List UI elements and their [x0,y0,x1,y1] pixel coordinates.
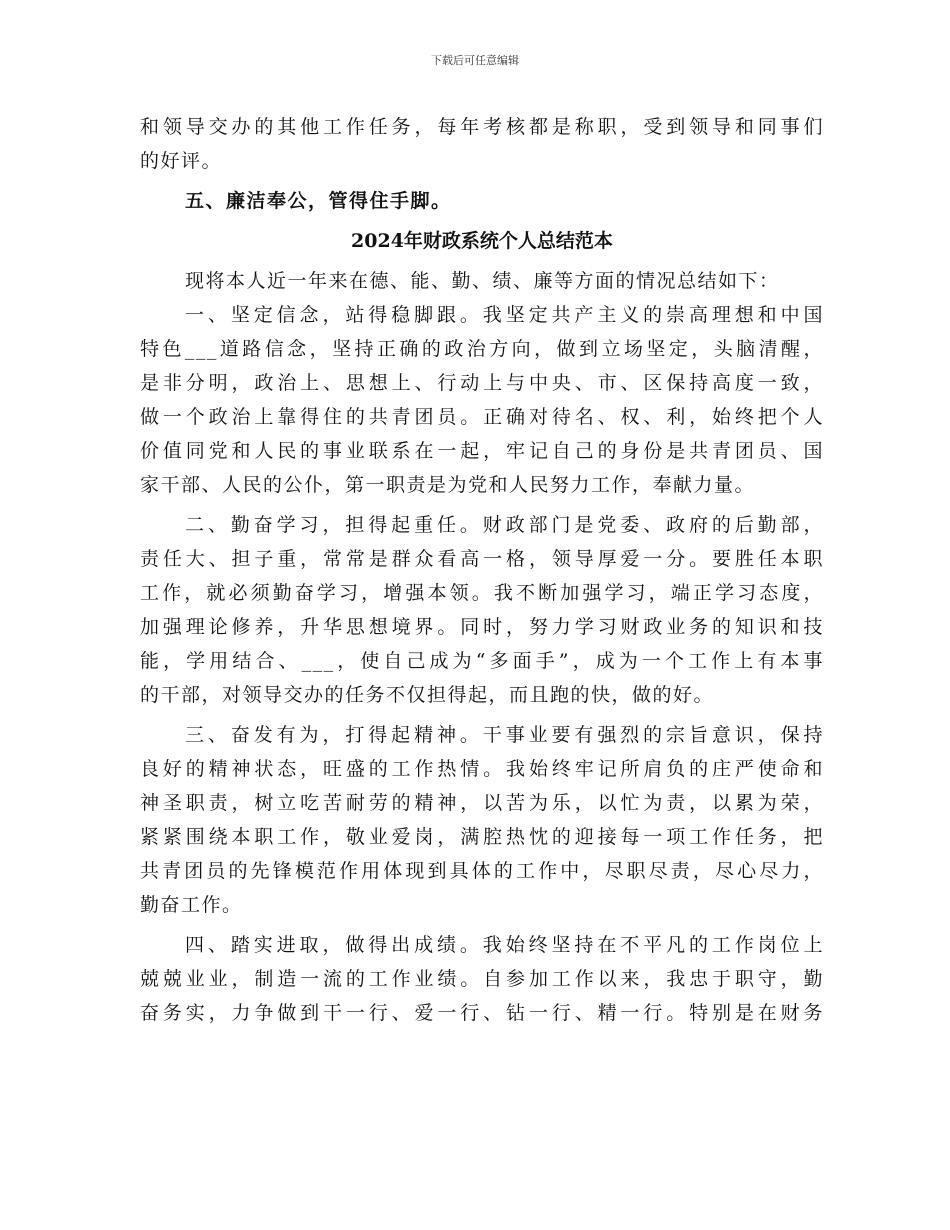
text-line: 三、奋发有为，打得起精神。干事业要有强烈的宗旨意识，保持 [185,724,824,746]
document-title: 2024年财政系统个人总结范本 [351,230,613,252]
page-header: 下载后可任意编辑 [431,54,519,67]
text-line: 神圣职责，树立吃苦耐劳的精神，以苦为乐，以忙为责，以累为荣， [140,792,824,814]
paragraph-3 [140,718,824,922]
text-line: 做一个政治上靠得住的共青团员。正确对待名、权、利，始终把个人 [140,406,824,428]
text-line: 的干部，对领导交办的任务不仅担得起，而且跑的快，做的好。 [140,684,715,706]
document-body [140,110,824,1030]
paragraph-1 [140,298,824,502]
text-line: 工作，就必须勤奋学习，增强本领。我不断加强学习，端正学习态度， [140,582,824,604]
text-line: 特色___道路信念，坚持正确的政治方向，做到立场坚定，头脑清醒， [140,338,824,360]
text-line: 勤奋工作。 [140,894,243,916]
text-line: 加强理论修养，升华思想境界。同时，努力学习财政业务的知识和技 [140,616,824,638]
paragraph-4 [140,928,824,1030]
text-line: 是非分明，政治上、思想上、行动上与中央、市、区保持高度一致， [140,372,824,394]
text-line: 家干部、人民的公仆，第一职责是为党和人民努力工作，奉献力量。 [140,474,756,496]
text-line: 二、勤奋学习，担得起重任。财政部门是党委、政府的后勤部， [185,514,824,536]
text-line: 和领导交办的其他工作任务，每年考核都是称职，受到领导和同事们 [140,116,824,138]
text-line: 能，学用结合、___，使自己成为“多面手”，成为一个工作上有本事 [140,650,824,672]
paragraph-2 [140,508,824,712]
text-line: 的好评。 [140,150,223,172]
intro-line: 现将本人近一年来在德、能、勤、绩、廉等方面的情况总结如下： [185,270,780,292]
section-heading: 五、廉洁奉公，管得住手脚。 [185,190,452,212]
text-line: 四、踏实进取，做得出成绩。我始终坚持在不平凡的工作岗位上 [185,934,824,956]
text-line: 责任大、担子重，常常是群众看高一格，领导厚爱一分。要胜任本职 [140,548,824,570]
text-line: 奋务实，力争做到干一行、爱一行、钻一行、精一行。特别是在财务 [140,1002,824,1024]
text-line: 一、坚定信念，站得稳脚跟。我坚定共产主义的崇高理想和中国 [185,304,824,326]
text-line: 兢兢业业，制造一流的工作业绩。自参加工作以来，我忠于职守，勤 [140,968,824,990]
text-line: 价值同党和人民的事业联系在一起，牢记自己的身份是共青团员、国 [140,440,824,462]
text-line: 良好的精神状态，旺盛的工作热情。我始终牢记所肩负的庄严使命和 [140,758,824,780]
text-line: 紧紧围绕本职工作，敬业爱岗，满腔热忱的迎接每一项工作任务，把 [140,826,824,848]
text-line: 共青团员的先锋模范作用体现到具体的工作中，尽职尽责，尽心尽力， [140,860,824,882]
